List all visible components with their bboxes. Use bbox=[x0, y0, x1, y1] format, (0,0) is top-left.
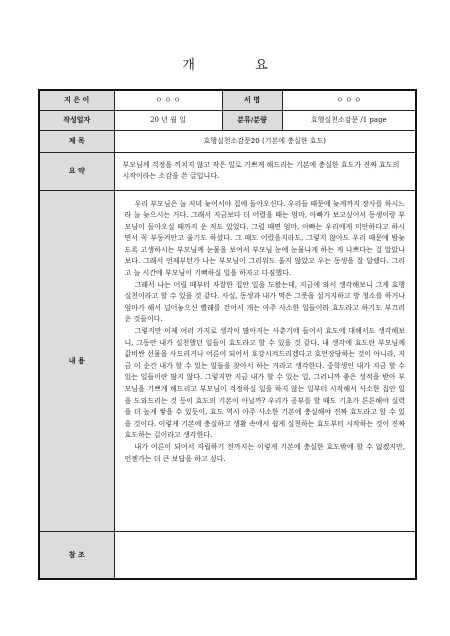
subject-value[interactable]: 효행실천소감문20 (기본에 충실한 효도) bbox=[114, 130, 416, 152]
name-value[interactable]: ㅇ ㅇ ㅇ bbox=[282, 90, 416, 110]
name-label: 서 명 bbox=[222, 90, 282, 110]
content-paragraph: 그래서 나는 어릴 때부터 자잘한 집안 일을 도왔는데, 지금에 와서 생각해보니 그게 효행실천이라고 할 수 있을 것 같다. 사실, 동생과 내가 먹은 그릇을 설거지하고 방 청소를 하거나 엄마가 해서 널어놓으신 빨래를 걷어서 개는 아주 사소한 일들이라 효도라고 하기도 부끄러운 것들이다. bbox=[124, 280, 405, 324]
author-label: 지 은 이 bbox=[39, 90, 114, 110]
subject-label: 제 목 bbox=[39, 130, 114, 152]
category-label: 분류/분량 bbox=[222, 110, 282, 130]
content-paragraph: 우리 부모님은 늘 저녁 늦어서야 집에 돌아오신다. 우리들 때문에 늦게까지 장사를 하시느라 늘 늦으시는 거다. 그래서 지금보다 더 어렸을 때는 엄마, 아빠가 보고싶어서 동생이랑 부모님이 돌아오실 때까지 운 적도 있었다. 그럴 때면 엄마, 아빠는 우리에게 미안하다고 하시면서 꼭 부둥켜안고 울기도 하셨다. 그 때도 어렸을지라도, 그렇지 않아도 우리 때문에 밤늦도록 고생하시는 부모님께 눈물을 보여서 부모님 눈에 눈물나게 하는 게 나쁘다는 걸 알았나 보다. 그래서 언제부턴가 나는 부모님이 그리워도 울지 않았고 우는 동생을 잘 달랬다. 그리고 늘 시간에 부모님이 기뻐하실 일을 하자고 다짐했다. bbox=[124, 199, 405, 278]
content-body[interactable] bbox=[114, 190, 416, 531]
overview-form bbox=[38, 89, 417, 580]
content-paragraph: 내가 어른이 되어서 자립하기 전까지는 이렇게 기본에 충실한 효도밖에 할 수 없겠지만, 언젠가는 더 큰 보답을 하고 싶다. bbox=[124, 442, 405, 463]
author-value[interactable]: ㅇ ㅇ ㅇ bbox=[114, 90, 222, 110]
reference-value[interactable] bbox=[114, 531, 416, 579]
content-label: 내 용 bbox=[39, 190, 114, 531]
date-label: 작성일자 bbox=[39, 110, 114, 130]
document-title: 개 요 bbox=[182, 58, 296, 73]
summary-value[interactable]: 부모님께 걱정을 끼치지 않고 작은 일로 기쁘게 해드리는 기본에 충실한 효도가 진짜 효도의 시작이라는 소감을 쓴 글입니다. bbox=[114, 152, 416, 190]
content-paragraph: 그렇지만 이제 여러 가지로 생각이 많아지는 사춘기에 들어서 효도에 대해서도 생각해보니, 그동안 내가 실천했던 일들이 효도라고 할 수 있을 것 같다. 내 생각에 효도란 부모님께 값비싼 선물을 사드리거나 어른이 되어서 호강시켜드리겠다고 호언장담하는 것이 아니라, 지금 이 순간 내가 할 수 있는 일들을 찾아서 하는 거라고 생각한다. 중학생인 내가 지금 할 수 있는 일들이란 많지 않다. 그렇지만 지금 내가 할 수 있는 일, 그러니까 좋은 성적을 받아 부모님을 기쁘게 해드리고 부모님이 걱정하실 일을 하지 않는 일부터 시작해서 사소한 집안 일을 도와드리는 것 등이 효도의 기본이 아닐까? 우리가 공부를 할 때도 기초가 튼튼해야 실력을 더 높게 쌓을 수 있듯이, 효도 역시 아주 사소한 기본에 충실해야 진짜 효도라고 할 수 있을 것이다. 이렇게 기본에 충실하고 생활 속에서 쉽게 실천하는 효도부터 시작하는 것이 진짜 효도하는 길이라고 생각한다. bbox=[124, 327, 405, 440]
reference-label: 참 조 bbox=[39, 531, 114, 579]
summary-label: 요 약 bbox=[39, 152, 114, 190]
date-value[interactable]: 20 년 월 일 bbox=[114, 110, 222, 130]
category-value[interactable]: 효행실천소감문 /1 page bbox=[282, 110, 416, 130]
